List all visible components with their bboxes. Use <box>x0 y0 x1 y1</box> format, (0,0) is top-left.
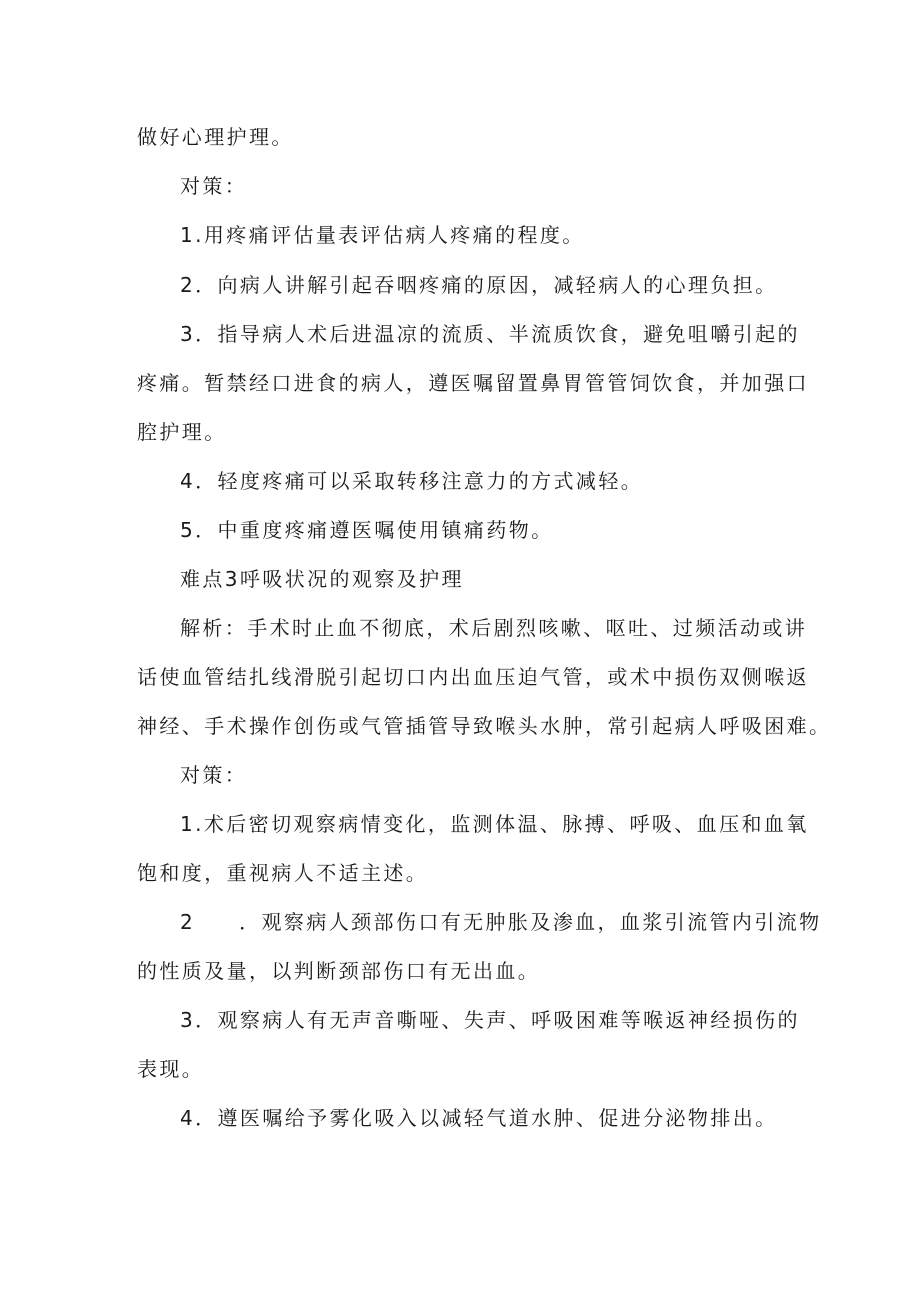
list-item-4: 4．遵医嘱给予雾化吸入以减轻气道水肿、促进分泌物排出。 <box>180 1106 778 1130</box>
list-item-1: 1.术后密切观察病情变化，监测体温、脉搏、呼吸、血压和血氧 <box>180 812 809 836</box>
analysis-paragraph-continued: 神经、手术操作创伤或气管插管导致喉头水肿，常引起病人呼吸困难。 <box>137 714 832 738</box>
list-item-2 <box>180 909 822 935</box>
list-item-2-continued: 的性质及量，以判断颈部伤口有无出血。 <box>137 959 541 983</box>
countermeasure-heading: 对策： <box>180 763 248 787</box>
list-item-3: 3．指导病人术后进温凉的流质、半流质饮食，避免咀嚼引起的 <box>180 322 800 346</box>
list-item-5: 5．中重度疼痛遵医嘱使用镇痛药物。 <box>180 518 554 542</box>
countermeasure-heading: 对策： <box>180 174 248 198</box>
list-item-2-text: ．观察病人颈部伤口有无肿胀及渗血，血浆引流管内引流物 <box>239 910 822 934</box>
analysis-paragraph: 解析：手术时止血不彻底，术后剧烈咳嗽、呕吐、过频活动或讲 <box>180 616 808 640</box>
list-item-2-number: 2 <box>180 910 196 934</box>
list-item-3: 3．观察病人有无声音嘶哑、失声、呼吸困难等喉返神经损伤的 <box>180 1008 800 1032</box>
list-item-1-continued: 饱和度，重视病人不适主述。 <box>137 861 429 885</box>
list-item-3-continued: 表现。 <box>137 1057 205 1081</box>
list-item-4: 4．轻度疼痛可以采取转移注意力的方式减轻。 <box>180 469 644 493</box>
list-item-3-continued: 腔护理。 <box>137 420 227 444</box>
list-item-3-continued: 疼痛。暂禁经口进食的病人，遵医嘱留置鼻胃管管饲饮食，并加强口 <box>137 371 809 395</box>
analysis-paragraph-continued: 话使血管结扎线滑脱引起切口内出血压迫气管，或术中损伤双侧喉返 <box>137 665 809 689</box>
list-item-2: 2．向病人讲解引起吞咽疼痛的原因，减轻病人的心理负担。 <box>180 273 778 297</box>
text-line-continuation: 做好心理护理。 <box>137 125 294 149</box>
section-heading: 难点3呼吸状况的观察及护理 <box>180 567 464 591</box>
list-item-1: 1.用疼痛评估量表评估病人疼痛的程度。 <box>180 223 585 247</box>
